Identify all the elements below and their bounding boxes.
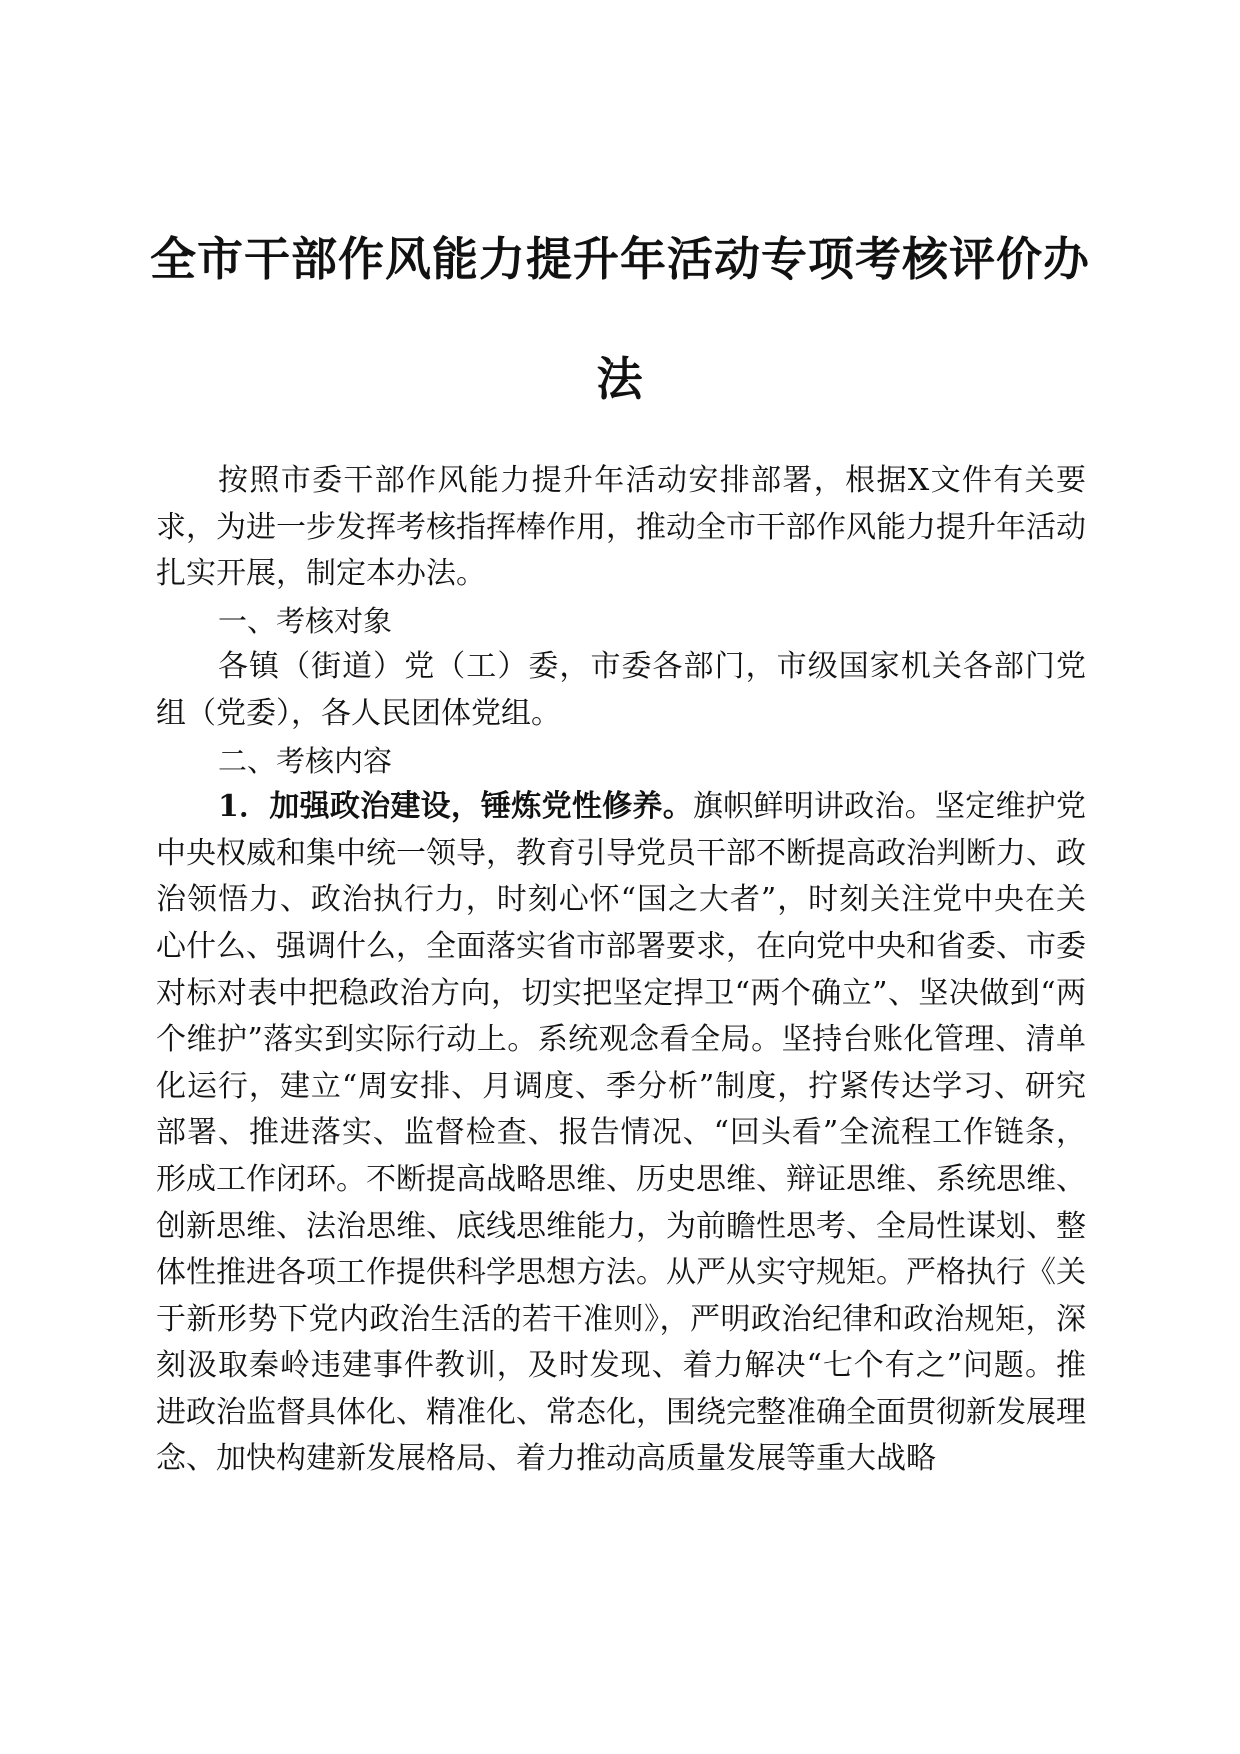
document-title-line1: 全市干部作风能力提升年活动专项考核评价办 [150, 232, 1090, 286]
document-title-line2: 法 [596, 352, 644, 406]
item1-paragraph [156, 784, 1086, 1483]
section-heading-content: 二、考核内容 [218, 743, 393, 778]
item1-body: 旗帜鲜明讲政治。坚定维护党中央权威和集中统一领导，教育引导党员干部不断提高政治判断力、政治领悟力、政治执行力，时刻心怀“国之大者”，时刻关注党中央在关心什么、强调什么，全面落实省市部署要求，在向党中央和省委、市委对标对表中把稳政治方向，切实把坚定捍卫“两个确立”、坚决做到“两个维护”落实到实际行动上。系统观念看全局。坚持台账化管理、清单化运行，建立“周安排、月调度、季分析”制度，拧紧传达学习、研究部署、推进落实、监督检查、报告情况、“回头看”全流程工作链条，形成工作闭环。不断提高战略思维、历史思维、辩证思维、系统思维、创新思维、法治思维、底线思维能力，为前瞻性思考、全局性谋划、整体性推进各项工作提供科学思想方法。从严从实守规矩。严格执行《关于新形势下党内政治生活的若干准则》，严明政治纪律和政治规矩，深刻汲取秦岭违建事件教训，及时发现、着力解决“七个有之”问题。推进政治监督具体化、精准化、常态化，围绕完整准确全面贯彻新发展理念、加快构建新发展格局、着力推动高质量发展等重大战略 [156, 789, 1087, 1477]
intro-paragraph: 按照市委干部作风能力提升年活动安排部署，根据X文件有关要求，为进一步发挥考核指挥棒作用，推动全市干部作风能力提升年活动扎实开展，制定本办法。 [156, 463, 1086, 592]
document-body [156, 458, 1086, 1483]
section-heading-objects: 一、考核对象 [218, 603, 393, 638]
item1-lead: 1．加强政治建设，锤炼党性修养。 [218, 789, 693, 825]
section-objects-paragraph: 各镇（街道）党（工）委，市委各部门，市级国家机关各部门党组（党委），各人民团体党组。 [156, 649, 1086, 731]
